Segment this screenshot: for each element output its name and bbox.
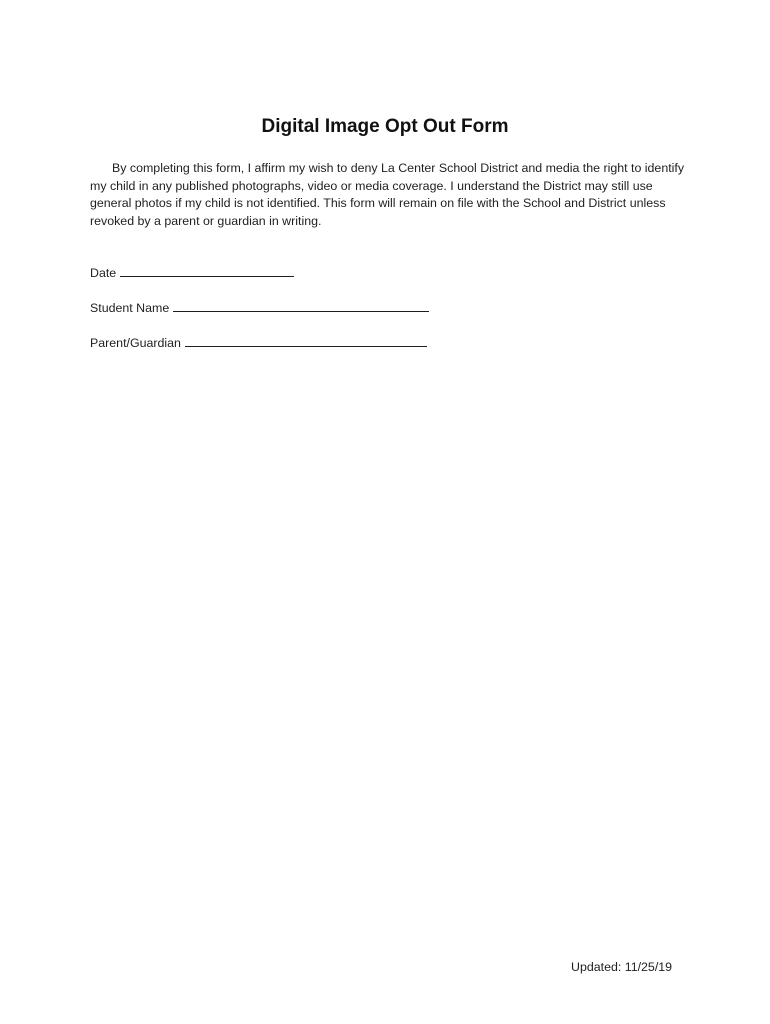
updated-date: Updated: 11/25/19 [571, 960, 673, 974]
affirmation-paragraph: By completing this form, I affirm my wish to deny La Center School District and media the right to identify my child in any published photographs, video or media coverage. I understand the District may still use general photos if my child is not identified. This form will remain on file with the School and District unless revoked by a parent or guardian in writing. [90, 161, 685, 228]
student-name-field [90, 299, 429, 315]
form-title: Digital Image Opt Out Form [261, 116, 509, 137]
date-blank-line [120, 264, 294, 277]
parent-guardian-blank-line [185, 334, 427, 347]
date-field [90, 264, 294, 280]
date-label: Date [90, 266, 117, 280]
parent-guardian-label: Parent/Guardian [90, 336, 181, 350]
student-name-label: Student Name [90, 301, 170, 315]
student-name-blank-line [173, 299, 429, 312]
parent-guardian-field [90, 334, 427, 350]
